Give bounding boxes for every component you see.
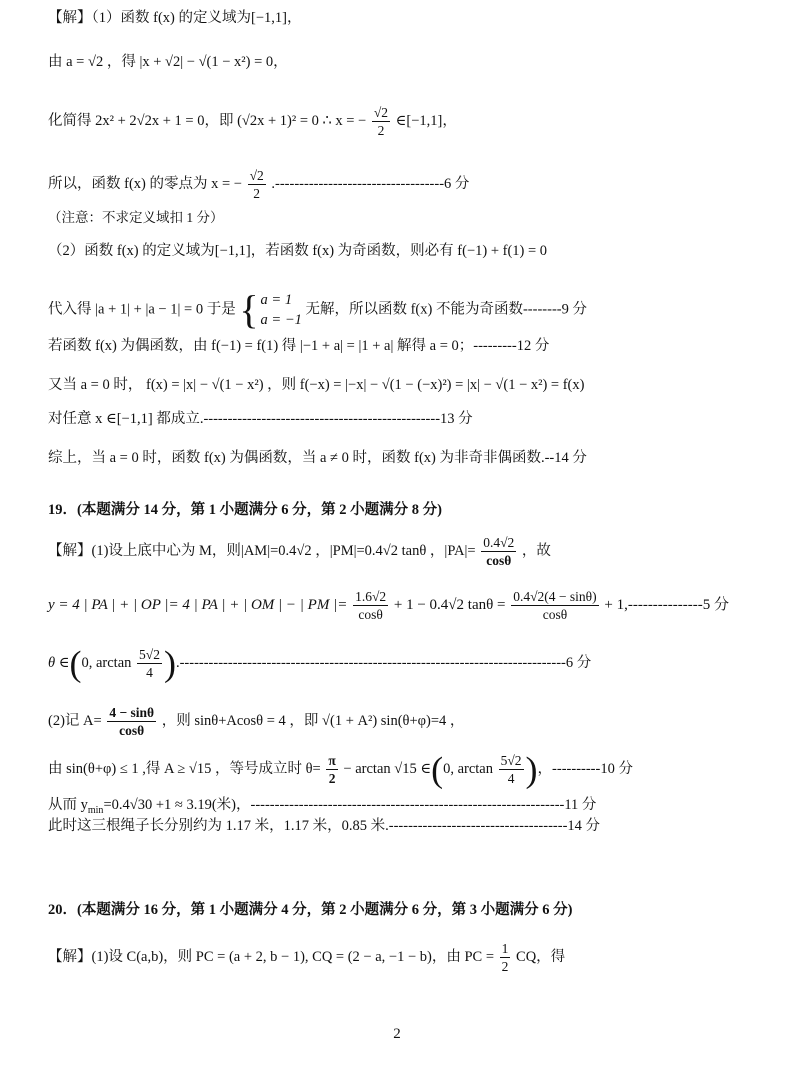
fraction: [326, 752, 337, 787]
solution-line-7: 若函数 f(x) 为偶函数，由 f(−1) = f(1) 得 |−1 + a| = |1 + a| 解得 a = 0；---------12 分: [48, 338, 550, 354]
solution-line-3: [48, 104, 457, 139]
solution-line-9: 对任意 x ∈[−1,1] 都成立.-------------------------------------------------13 分: [48, 411, 473, 427]
text-seg: θ ∈: [48, 654, 70, 671]
p19-part2-line-2: [48, 749, 633, 790]
solution-line-8: 又当 a = 0 时， f(x) = |x| − √(1 − x²) ，则 f(−x) = |−x| − √(1 − (−x)²) = |x| − √(1 − x²) = f(x): [48, 377, 585, 393]
denominator: 4: [507, 771, 515, 786]
p19-formula-y: [48, 588, 729, 623]
text-seg: 0, arctan: [443, 760, 493, 777]
text-seg: ，故: [521, 542, 551, 559]
subscript: min: [87, 804, 104, 816]
fraction: [353, 588, 388, 623]
paren-left: (: [69, 643, 82, 684]
text-seg: 0, arctan: [81, 654, 132, 671]
denominator: 2: [377, 123, 385, 138]
p19-final-line: 此时这三根绳子长分别约为 1.17 米，1.17 米，0.85 米.-------------------------------------14 分: [48, 818, 601, 834]
solution-line-4: [48, 167, 469, 202]
numerator: 1: [501, 941, 509, 956]
p19-line-1: [48, 534, 551, 569]
denominator: 2: [328, 771, 336, 786]
text-seg: .--------------------------------------------------------------------------------6 分: [175, 654, 592, 671]
numerator: 4 − sinθ: [109, 705, 155, 720]
text-seg: .-----------------------------------6 分: [271, 175, 470, 192]
text-seg: 化简得 2x² + 2√2x + 1 = 0，即 (√2x + 1)² = 0 ∴ x = −: [48, 112, 367, 129]
fraction: [481, 534, 516, 569]
fraction: [511, 588, 598, 623]
numerator: 0.4√2(4 − sinθ): [513, 589, 597, 604]
denominator: 2: [253, 186, 261, 201]
denominator: 2: [501, 959, 509, 974]
p19-part2-line: [48, 704, 464, 739]
problem-20-heading: 20．(本题满分 16 分，第 1 小题满分 4 分，第 2 小题满分 6 分，第 3 小题满分 6 分): [48, 902, 573, 918]
text-seg: 【解】(1)设 C(a,b)，则 PC = (a + 2, b − 1), CQ = (2 − a, −1 − b)，由 PC =: [48, 948, 495, 965]
text-seg: ∈[−1,1]，: [395, 112, 457, 129]
text-seg: CQ，得: [516, 948, 566, 965]
note-line: （注意：不求定义域扣 1 分）: [48, 210, 224, 225]
denominator: 4: [146, 665, 153, 680]
numerator: π: [328, 753, 336, 768]
text-seg: =0.4√30 +1 ≈ 3.19(米)，-----------------------------------------------------------------11 分: [103, 797, 597, 813]
p19-theta-range: [48, 643, 592, 684]
case-2: a = −1: [260, 312, 302, 328]
solution-line-6: [48, 287, 587, 332]
text-seg: 从而 y: [48, 797, 88, 813]
denominator: cosθ: [486, 553, 512, 568]
text-seg: 【解】(1)设上底中心为 M，则|AM|=0.4√2 ，|PM|=0.4√2 tanθ ，|PA|=: [48, 542, 476, 559]
text-seg: ，----------10 分: [537, 760, 633, 777]
case-stack: [261, 290, 302, 330]
text-seg: (2)记 A=: [48, 712, 102, 729]
text-seg: + 1,---------------5 分: [604, 596, 730, 613]
fraction: [500, 940, 511, 975]
numerator: √2: [249, 168, 264, 183]
fraction: [137, 646, 162, 681]
solution-line-1: 【解】（1）函数 f(x) 的定义域为[−1,1]，: [48, 10, 302, 26]
text-seg: y = 4 | PA | + | OP |= 4 | PA | + | OM | − | PM |=: [48, 596, 348, 613]
denominator: cosθ: [542, 607, 568, 622]
paren-right: ): [163, 643, 176, 684]
numerator: 5√2: [139, 647, 160, 662]
brace-symbol: {: [239, 287, 259, 332]
paren-left: (: [431, 749, 444, 790]
text-seg: ，则 sinθ+Acosθ = 4 ，即 √(1 + A²) sin(θ+φ)=4 ，: [161, 712, 465, 729]
text-seg: − arctan √15 ∈: [343, 760, 432, 777]
text-seg: 所以，函数 f(x) 的零点为 x = −: [48, 175, 242, 192]
paren-right: ): [525, 749, 538, 790]
numerator: √2: [373, 105, 389, 120]
fraction: [372, 104, 390, 139]
p20-line-1: [48, 940, 565, 975]
numerator: 0.4√2: [483, 535, 515, 550]
numerator: 1.6√2: [355, 589, 387, 604]
text-seg: 由 sin(θ+φ) ≤ 1 ,得 A ≥ √15 ，等号成立时 θ=: [48, 760, 321, 777]
denominator: cosθ: [119, 723, 145, 738]
problem-19-heading: 19．(本题满分 14 分，第 1 小题满分 6 分，第 2 小题满分 8 分): [48, 502, 442, 518]
solution-line-5: （2）函数 f(x) 的定义域为[−1,1]，若函数 f(x) 为奇函数，则必有 f(−1) + f(1) = 0: [48, 243, 548, 259]
numerator: 5√2: [500, 753, 522, 768]
text-seg: 无解，所以函数 f(x) 不能为奇函数--------9 分: [305, 301, 587, 318]
page-number: 2: [393, 1026, 401, 1042]
denominator: cosθ: [358, 607, 383, 622]
case-1: a = 1: [260, 292, 293, 308]
fraction: [499, 752, 524, 787]
solution-line-2: 由 a = √2 ，得 |x + √2| − √(1 − x²) = 0，: [48, 54, 288, 70]
solution-line-10: 综上，当 a = 0 时，函数 f(x) 为偶函数，当 a ≠ 0 时，函数 f(x) 为非奇非偶函数.--14 分: [48, 450, 587, 466]
text-seg: + 1 − 0.4√2 tanθ =: [393, 596, 506, 613]
text-seg: 代入得 |a + 1| + |a − 1| = 0 于是: [48, 301, 236, 318]
fraction: [248, 167, 266, 202]
fraction: [107, 704, 156, 739]
